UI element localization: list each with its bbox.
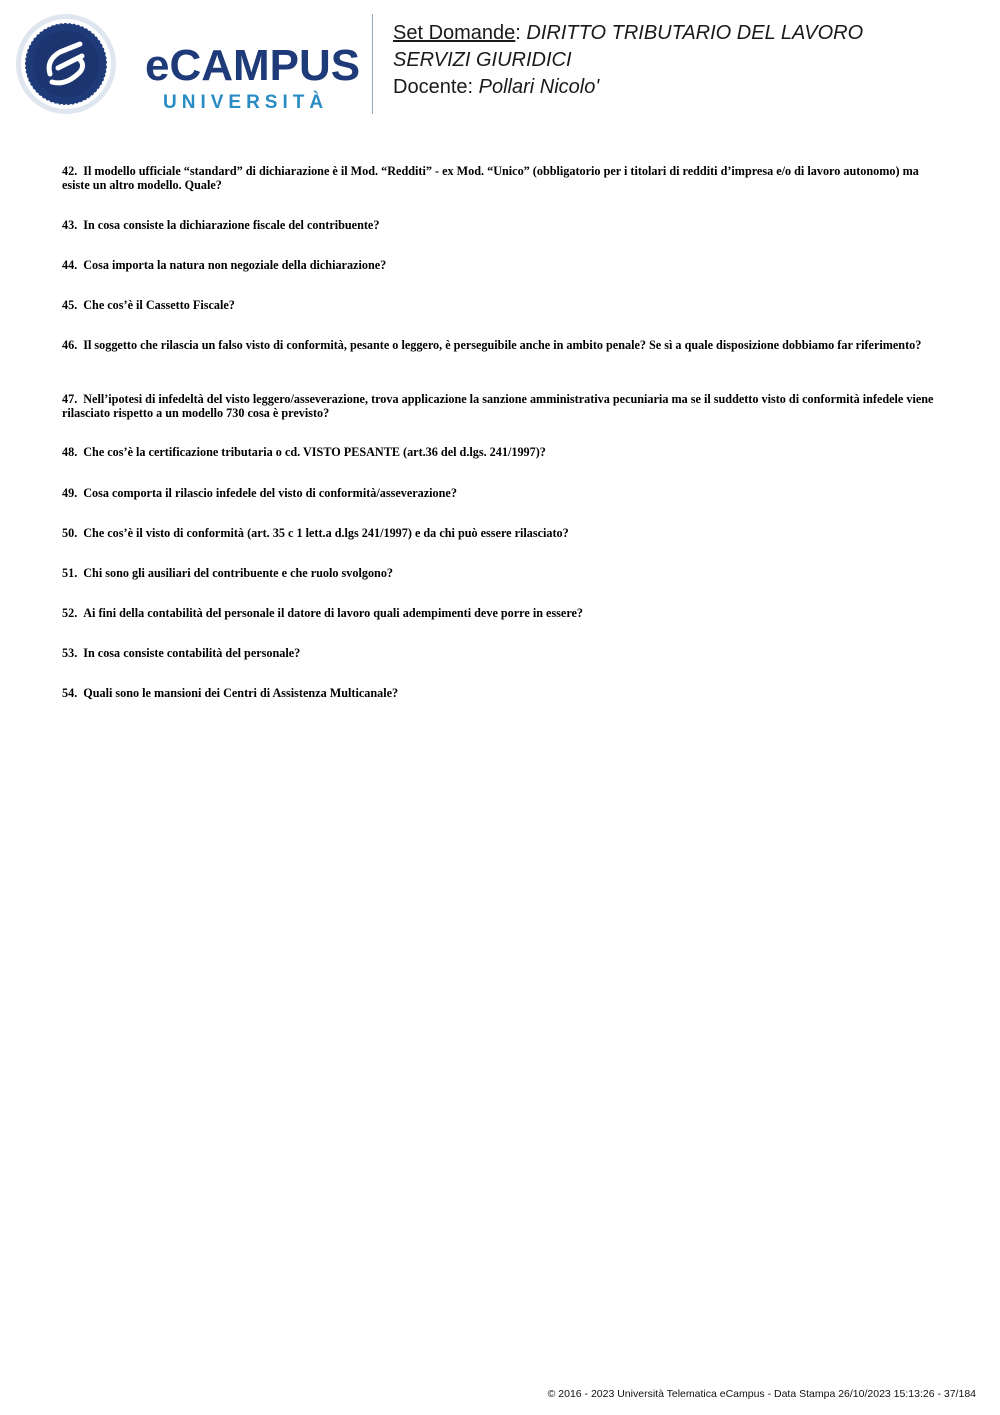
question-text: In cosa consiste contabilità del personale? <box>83 646 301 660</box>
question-number: 46. <box>62 338 78 352</box>
question-number: 43. <box>62 218 78 232</box>
question-item <box>62 258 942 272</box>
set-domande-line <box>393 20 983 47</box>
question-text: Ai fini della contabilità del personale il datore di lavoro quali adempimenti deve porre in essere? <box>83 606 584 620</box>
question-number: 50. <box>62 526 78 540</box>
question-number: 52. <box>62 606 78 620</box>
question-text: Quali sono le mansioni dei Centri di Assistenza Multicanale? <box>83 686 399 700</box>
set-label: Set Domande <box>393 22 516 44</box>
question-text: In cosa consiste la dichiarazione fiscale del contribuente? <box>83 218 380 232</box>
course-title-line1: DIRITTO TRIBUTARIO DEL LAVORO <box>526 22 864 44</box>
logo-subtitle-text: UNIVERSITÀ <box>163 92 329 113</box>
course-title-line2: SERVIZI GIURIDICI <box>393 49 572 71</box>
question-item <box>62 298 942 312</box>
question-item <box>62 486 942 500</box>
question-text: Nell’ipotesi di infedeltà del visto leggero/asseverazione, trova applicazione la sanzione amministrativa pecuniaria ma se il suddetto visto di conformità infedele viene rilasciato rispetto a un modello 730 cosa è previsto? <box>62 392 934 420</box>
question-number: 53. <box>62 646 78 660</box>
question-item <box>62 445 942 459</box>
question-number: 44. <box>62 258 78 272</box>
question-number: 45. <box>62 298 78 312</box>
set-separator: : <box>515 22 521 44</box>
question-item <box>62 526 942 540</box>
question-number: 51. <box>62 566 78 580</box>
question-item <box>62 392 942 420</box>
header-divider <box>372 14 373 114</box>
question-number: 48. <box>62 445 78 459</box>
docente-label: Docente: <box>393 76 474 98</box>
ecampus-logo <box>14 12 359 122</box>
question-item <box>62 686 942 700</box>
question-text: Chi sono gli ausiliari del contribuente e che ruolo svolgono? <box>83 566 394 580</box>
question-item <box>62 606 942 620</box>
question-text: Cosa comporta il rilascio infedele del visto di conformità/asseverazione? <box>83 486 457 500</box>
question-text: Cosa importa la natura non negoziale della dichiarazione? <box>83 258 387 272</box>
docente-name: Pollari Nicolo' <box>478 76 600 98</box>
question-item <box>62 646 942 660</box>
question-item <box>62 338 942 352</box>
question-text: Il soggetto che rilascia un falso visto di conformità, pesante o leggero, è perseguibile anche in ambito penale? Se sì a quale disposizione dobbiamo far riferimento? <box>83 338 922 352</box>
question-text: Il modello ufficiale “standard” di dichiarazione è il Mod. “Redditi” - ex Mod. “Unico” (obbligatorio per i titolari di redditi d’impresa e/o di lavoro autonomo) ma esiste un altro modello. Quale? <box>62 164 919 192</box>
question-number: 49. <box>62 486 78 500</box>
question-text: Che cos’è la certificazione tributaria o cd. VISTO PESANTE (art.36 del d.lgs. 241/1997)? <box>83 445 546 459</box>
page-footer: © 2016 - 2023 Università Telematica eCampus - Data Stampa 26/10/2023 15:13:26 - 37/184 <box>547 1388 976 1400</box>
logo-brand-text: eCAMPUS <box>145 41 361 90</box>
ecampus-seal-icon <box>14 12 124 122</box>
question-item <box>62 566 942 580</box>
docente-line <box>393 74 983 101</box>
page-header <box>0 0 1000 130</box>
question-text: Che cos’è il visto di conformità (art. 35 c 1 lett.a d.lgs 241/1997) e da chi può essere rilasciato? <box>83 526 569 540</box>
header-course-info <box>393 20 983 101</box>
question-item <box>62 164 942 192</box>
question-text: Che cos’è il Cassetto Fiscale? <box>83 298 235 312</box>
question-item <box>62 218 942 232</box>
question-number: 47. <box>62 392 78 406</box>
question-number: 42. <box>62 164 78 178</box>
question-number: 54. <box>62 686 78 700</box>
